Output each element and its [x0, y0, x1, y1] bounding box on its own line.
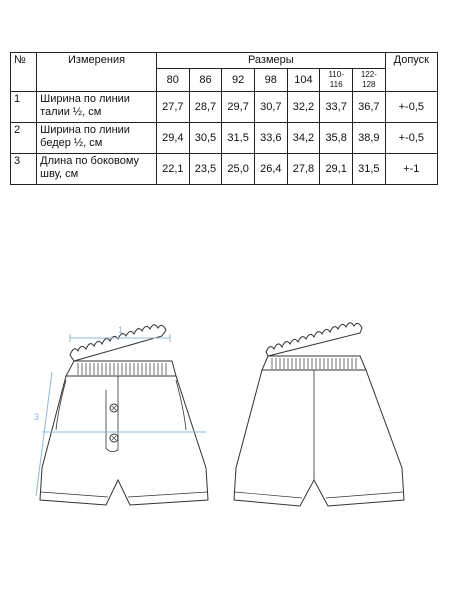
- row-value: 34,2: [287, 123, 320, 154]
- size-header: 86: [189, 69, 222, 92]
- front-pocket-left: [56, 380, 66, 430]
- row-value: 25,0: [222, 154, 255, 185]
- header-tolerance: Допуск: [385, 53, 437, 92]
- row-value: 32,2: [287, 92, 320, 123]
- back-ruffle: [266, 323, 362, 356]
- table-row: [11, 92, 438, 123]
- header-measure: Измерения: [37, 53, 157, 92]
- row-value: 27,7: [156, 92, 189, 123]
- row-value: 22,1: [156, 154, 189, 185]
- front-fly: [106, 376, 118, 452]
- back-waistband: [262, 356, 366, 370]
- length-measure-line: [36, 372, 52, 496]
- front-body: [40, 376, 208, 505]
- row-tolerance: +-0,5: [385, 92, 437, 123]
- row-num: 1: [11, 92, 37, 123]
- row-value: 33,7: [320, 92, 353, 123]
- shorts-back-view: [234, 323, 404, 506]
- row-value: 27,8: [287, 154, 320, 185]
- row-value: 29,4: [156, 123, 189, 154]
- size-header: 104: [287, 69, 320, 92]
- size-header: 110-116: [320, 69, 353, 92]
- size-header: 122-128: [352, 69, 385, 92]
- front-pocket-right: [176, 380, 186, 430]
- size-header: 98: [254, 69, 287, 92]
- shorts-technical-drawing: [0, 300, 450, 560]
- row-label: Длина по боковому шву, см: [37, 154, 157, 185]
- row-value: 35,8: [320, 123, 353, 154]
- row-value: 31,5: [222, 123, 255, 154]
- back-body: [234, 370, 404, 506]
- back-waistband-gathers: [272, 358, 356, 369]
- row-tolerance: +-0,5: [385, 123, 437, 154]
- row-value: 30,5: [189, 123, 222, 154]
- row-label: Ширина по линии талии ½, см: [37, 92, 157, 123]
- measurement-guides: [36, 334, 206, 496]
- row-value: 33,6: [254, 123, 287, 154]
- row-num: 3: [11, 154, 37, 185]
- table-header-row: [11, 53, 438, 69]
- table-row: [11, 123, 438, 154]
- length-measure-label: 3: [34, 412, 40, 422]
- row-value: 23,5: [189, 154, 222, 185]
- row-label: Ширина по линии бедер ½, см: [37, 123, 157, 154]
- row-value: 31,5: [352, 154, 385, 185]
- size-header: 80: [156, 69, 189, 92]
- row-tolerance: +-1: [385, 154, 437, 185]
- waist-measure-label: 1: [118, 325, 124, 335]
- shorts-front-view: [40, 325, 208, 505]
- table-row: [11, 154, 438, 185]
- row-value: 36,7: [352, 92, 385, 123]
- header-num: №: [11, 53, 37, 92]
- header-sizes: Размеры: [156, 53, 385, 69]
- row-value: 28,7: [189, 92, 222, 123]
- row-value: 30,7: [254, 92, 287, 123]
- size-table: [10, 52, 438, 185]
- row-value: 26,4: [254, 154, 287, 185]
- row-value: 29,7: [222, 92, 255, 123]
- size-header: 92: [222, 69, 255, 92]
- size-table-container: [10, 52, 438, 185]
- row-value: 29,1: [320, 154, 353, 185]
- back-hem: [235, 492, 403, 498]
- row-num: 2: [11, 123, 37, 154]
- front-waistband: [66, 361, 176, 376]
- front-waistband-gathers: [78, 363, 166, 375]
- row-value: 38,9: [352, 123, 385, 154]
